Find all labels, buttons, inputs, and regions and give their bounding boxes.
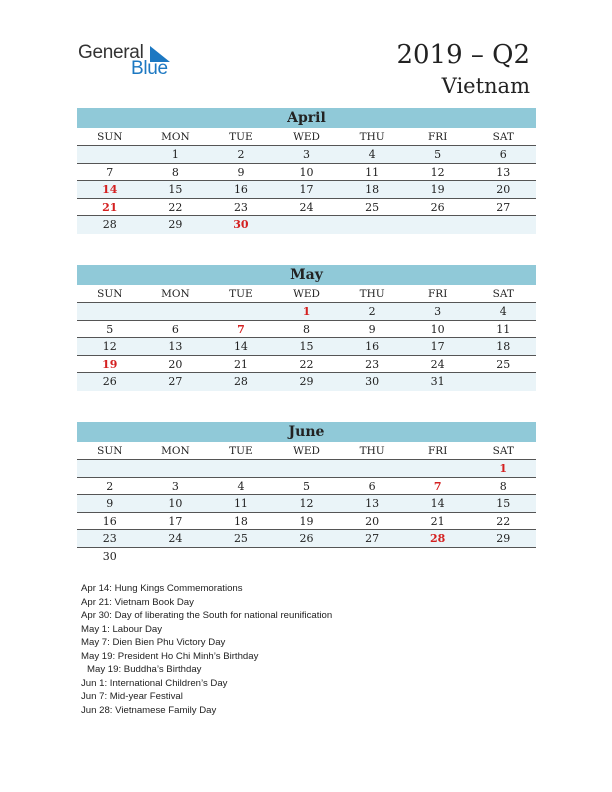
date-cell: 13 [496,165,511,179]
weekday-label: FRI [428,288,448,300]
date-cell: 25 [496,357,511,371]
week-row [77,303,536,321]
page-title: 2019 – Q2 [396,40,530,70]
logo-general-text: General [78,42,144,63]
date-cell: 23 [233,200,248,214]
weekday-label: SUN [97,288,123,300]
weekday-label: TUE [229,131,253,143]
week-row [77,146,536,164]
date-cell: 29 [299,375,314,388]
date-cell: 5 [106,322,114,336]
month-header: June [77,422,536,442]
date-cell: 27 [168,375,183,388]
date-cell: 2 [237,148,245,161]
date-cell: 3 [303,148,311,161]
date-cell: 11 [233,497,248,510]
date-cell: 5 [434,148,442,161]
date-cell: 31 [430,375,445,388]
date-cell [77,303,143,320]
month-may [77,265,536,391]
holiday-date-cell: 7 [237,322,245,336]
date-cell: 27 [496,200,511,214]
date-cell [470,548,536,566]
date-cell [405,548,471,566]
date-cell: 17 [299,183,314,196]
date-cell: 23 [102,532,117,545]
week-row [77,164,536,182]
date-cell: 17 [168,514,183,528]
date-cell [470,216,536,234]
date-cell: 28 [102,218,117,231]
date-cell: 18 [496,340,511,353]
date-cell: 16 [233,183,248,196]
holiday-date-cell: 28 [430,532,446,545]
week-row [77,199,536,217]
holiday-entry: May 1: Labour Day [81,623,163,635]
date-cell: 22 [168,200,183,214]
weekday-label: WED [293,131,320,143]
date-cell: 15 [496,497,511,510]
weekday-label: THU [359,131,385,143]
date-cell: 4 [499,305,507,318]
country-name: Vietnam [441,74,530,98]
date-cell: 6 [499,148,507,161]
holiday-entry: Jun 7: Mid-year Festival [81,691,183,702]
date-cell: 12 [102,340,117,353]
date-cell: 9 [368,322,376,336]
weekday-label: SAT [492,131,514,143]
date-cell: 28 [233,375,248,388]
weekday-label: TUE [229,445,253,457]
holiday-date-cell: 21 [102,200,118,214]
week-row [77,216,536,234]
date-cell: 18 [233,514,248,528]
date-cell: 21 [430,514,445,528]
date-cell: 4 [368,148,376,161]
date-cell [274,216,340,234]
weekday-header-row [77,285,536,303]
logo-blue-text: Blue [131,58,168,79]
date-cell: 8 [303,322,311,336]
date-cell: 6 [368,479,376,493]
weekday-label: MON [161,445,190,457]
month-header: April [77,108,536,128]
date-cell [77,460,143,477]
date-cell: 15 [168,183,183,196]
date-cell: 25 [233,532,248,545]
date-cell: 10 [168,497,183,510]
date-cell: 14 [233,340,248,353]
date-cell: 24 [168,532,183,545]
weekday-label: MON [161,131,190,143]
date-cell: 19 [430,183,445,196]
date-cell [143,548,209,566]
holiday-date-cell: 1 [499,462,508,475]
week-row [77,513,536,531]
month-june [77,422,536,565]
holiday-entry: May 19: Buddha’s Birthday [87,664,202,675]
weekday-header-row [77,128,536,146]
holiday-date-cell: 19 [102,357,118,371]
week-row [77,478,536,496]
date-cell: 12 [430,165,445,179]
week-row [77,181,536,199]
date-cell [405,460,471,477]
date-cell: 15 [299,340,314,353]
date-cell: 18 [365,183,380,196]
weekday-label: MON [161,288,190,300]
date-cell [143,303,209,320]
month-april [77,108,536,234]
date-cell: 19 [299,514,314,528]
date-cell: 5 [303,479,311,493]
week-row [77,338,536,356]
date-cell [274,548,340,566]
date-cell: 2 [106,479,114,493]
date-cell: 3 [171,479,179,493]
date-cell: 10 [430,322,445,336]
date-cell: 11 [496,322,511,336]
month-header: May [77,265,536,285]
holiday-entry: Jun 1: International Children’s Day [81,677,228,689]
weekday-label: SAT [492,445,514,457]
holiday-date-cell: 1 [302,305,311,318]
date-cell: 24 [430,357,445,371]
date-cell: 29 [168,218,183,231]
date-cell [143,460,209,477]
date-cell: 27 [365,532,380,545]
date-cell [405,216,471,234]
date-cell: 22 [299,357,314,371]
week-row [77,356,536,374]
date-cell: 30 [365,375,380,388]
weekday-label: FRI [428,131,448,143]
holiday-entry: Apr 14: Hung Kings Commemorations [81,583,243,594]
date-cell [274,460,340,477]
brand-logo [78,42,188,82]
date-cell: 9 [237,165,245,179]
date-cell: 29 [496,532,511,545]
date-cell: 10 [299,165,314,179]
date-cell: 6 [171,322,179,336]
date-cell: 16 [102,514,117,528]
holiday-list [81,582,541,717]
date-cell: 8 [171,165,179,179]
date-cell: 8 [499,479,507,493]
date-cell [470,373,536,391]
week-row [77,548,536,566]
holiday-entry: Jun 28: Vietnamese Family Day [81,704,217,716]
week-row [77,530,536,548]
weekday-label: SUN [97,445,123,457]
date-cell: 13 [168,340,183,353]
date-cell: 24 [299,200,314,214]
date-cell: 3 [434,305,442,318]
week-row [77,460,536,478]
date-cell: 7 [106,165,114,179]
date-cell [208,548,274,566]
date-cell: 20 [496,183,511,196]
date-cell: 21 [233,357,248,371]
weekday-label: SAT [492,288,514,300]
weekday-label: THU [359,445,385,457]
week-row [77,495,536,513]
week-row [77,373,536,391]
date-cell [77,146,143,163]
date-cell: 23 [365,357,380,371]
weekday-label: SUN [97,131,123,143]
holiday-entry: May 19: President Ho Chi Minh’s Birthday [81,650,259,662]
date-cell: 26 [430,200,445,214]
date-cell: 22 [496,514,511,528]
date-cell: 9 [106,497,114,510]
date-cell [208,303,274,320]
date-cell: 25 [365,200,380,214]
date-cell [339,548,405,566]
weekday-label: WED [293,288,320,300]
date-cell: 11 [365,165,380,179]
date-cell: 20 [365,514,380,528]
holiday-entry: Apr 30: Day of liberating the South for national reunification [81,610,333,621]
date-cell: 26 [299,532,314,545]
date-cell [339,460,405,477]
date-cell: 16 [365,340,380,353]
date-cell: 20 [168,357,183,371]
date-cell: 26 [102,375,117,388]
date-cell: 12 [299,497,314,510]
date-cell: 1 [171,148,179,161]
holiday-date-cell: 30 [233,218,249,231]
date-cell: 30 [102,549,117,563]
date-cell: 14 [430,497,445,510]
week-row [77,321,536,339]
weekday-label: THU [359,288,385,300]
holiday-entry: Apr 21: Vietnam Book Day [81,596,194,608]
weekday-label: FRI [428,445,448,457]
date-cell: 2 [368,305,376,318]
holiday-date-cell: 7 [433,479,442,493]
holiday-entry: May 7: Dien Bien Phu Victory Day [81,637,226,648]
weekday-label: WED [293,445,320,457]
date-cell [208,460,274,477]
date-cell: 4 [237,479,245,493]
date-cell: 17 [430,340,445,353]
holiday-date-cell: 14 [102,183,118,196]
weekday-label: TUE [229,288,253,300]
date-cell: 13 [365,497,380,510]
date-cell [339,216,405,234]
weekday-header-row [77,442,536,460]
